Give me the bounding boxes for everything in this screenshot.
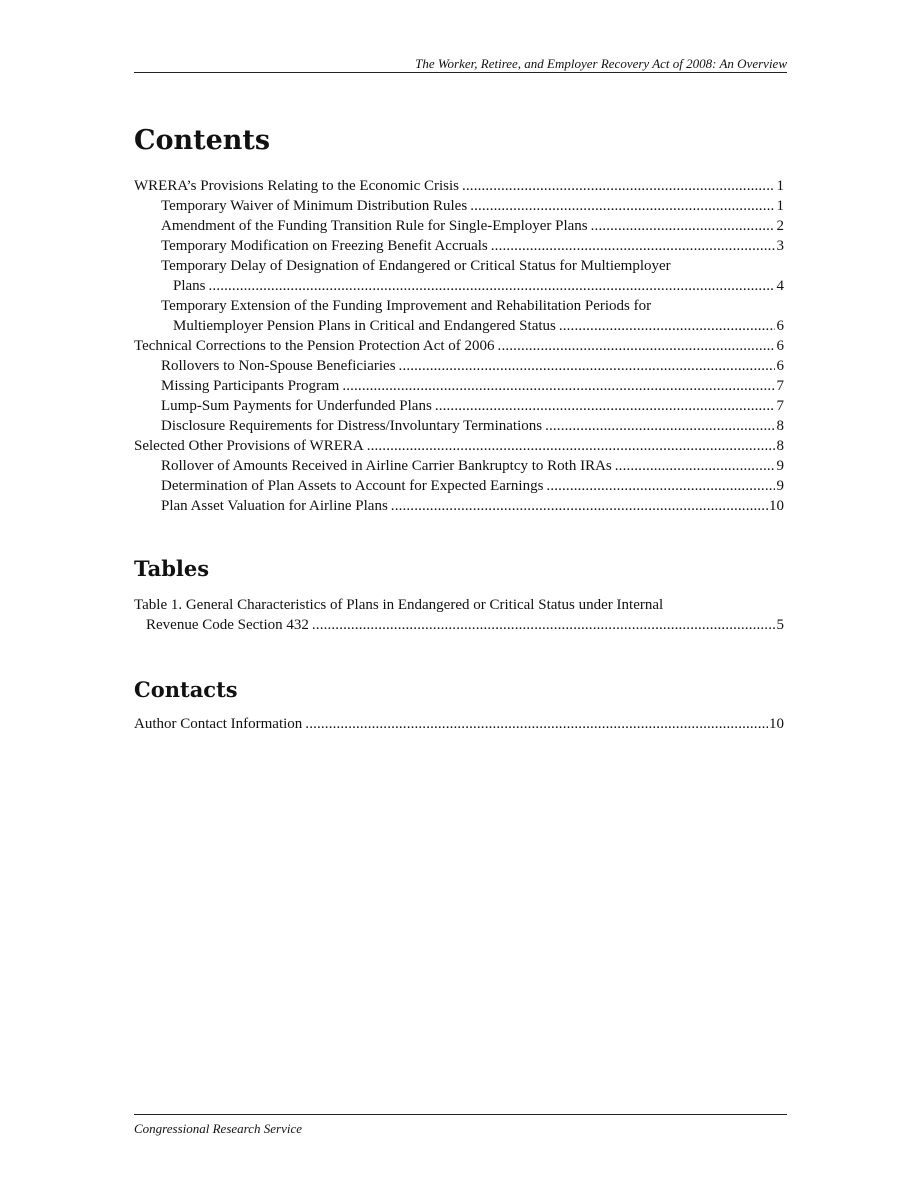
toc-entry[interactable] (134, 476, 784, 496)
toc-entry[interactable] (134, 376, 784, 396)
toc-entry-label: Missing Participants Program (161, 378, 340, 394)
toc-entry[interactable] (134, 356, 784, 376)
toc-entry-page: 6 (776, 338, 784, 354)
dot-leader (546, 476, 775, 496)
toc-entry[interactable] (134, 595, 784, 635)
toc-entry[interactable] (134, 176, 784, 196)
dot-leader (435, 396, 775, 416)
toc-entry[interactable] (134, 216, 784, 236)
toc-entry-page: 1 (776, 198, 784, 214)
tables-heading: Tables (134, 556, 210, 581)
toc-entry-label-continued: Revenue Code Section 432 (146, 617, 309, 633)
toc-entry-label-continued: Plans (173, 278, 206, 294)
dot-leader (391, 496, 768, 516)
toc-entry-page: 7 (776, 378, 784, 394)
toc-entry-label: Technical Corrections to the Pension Protection Act of 2006 (134, 338, 495, 354)
toc-entry-label: Rollovers to Non-Spouse Beneficiaries (161, 358, 396, 374)
dot-leader (615, 456, 775, 476)
toc-entry-label: WRERA’s Provisions Relating to the Economic Crisis (134, 178, 459, 194)
dot-leader (312, 615, 775, 635)
running-footer: Congressional Research Service (134, 1121, 302, 1136)
footer-rule (134, 1114, 787, 1115)
toc-entry-page: 9 (776, 478, 784, 494)
toc-entry[interactable] (134, 196, 784, 216)
toc-entry-page: 3 (776, 238, 784, 254)
dot-leader (305, 714, 768, 734)
contents-list (134, 176, 784, 516)
dot-leader (209, 276, 775, 296)
toc-entry-page: 10 (769, 498, 784, 514)
dot-leader (498, 336, 775, 356)
toc-entry-page: 9 (776, 458, 784, 474)
toc-entry-label: Temporary Modification on Freezing Benefit Accruals (161, 238, 488, 254)
toc-entry-label: Author Contact Information (134, 716, 303, 732)
toc-entry-label: Lump-Sum Payments for Underfunded Plans (161, 398, 432, 414)
toc-entry[interactable] (134, 496, 784, 516)
toc-entry-page: 5 (776, 617, 784, 633)
toc-entry[interactable] (134, 296, 784, 336)
dot-leader (491, 236, 775, 256)
tables-list (134, 595, 784, 635)
toc-entry-page: 1 (776, 178, 784, 194)
running-header: The Worker, Retiree, and Employer Recovery Act of 2008: An Overview (415, 56, 787, 71)
dot-leader (399, 356, 775, 376)
toc-entry[interactable] (134, 456, 784, 476)
toc-entry[interactable] (134, 336, 784, 356)
toc-entry-label: Plan Asset Valuation for Airline Plans (161, 498, 388, 514)
toc-entry[interactable] (134, 256, 784, 296)
toc-entry-label: Disclosure Requirements for Distress/Involuntary Terminations (161, 418, 543, 434)
toc-entry-page: 2 (776, 218, 784, 234)
toc-entry-label: Temporary Extension of the Funding Improvement and Rehabilitation Periods for (161, 298, 652, 314)
contacts-heading: Contacts (134, 677, 238, 702)
toc-entry-label: Temporary Waiver of Minimum Distribution Rules (161, 198, 468, 214)
toc-entry-label: Amendment of the Funding Transition Rule for Single-Employer Plans (161, 218, 588, 234)
toc-entry[interactable] (134, 436, 784, 456)
dot-leader (591, 216, 775, 236)
contents-heading: Contents (134, 125, 271, 156)
dot-leader (462, 176, 775, 196)
toc-entry-label: Rollover of Amounts Received in Airline Carrier Bankruptcy to Roth IRAs (161, 458, 612, 474)
toc-entry-page: 6 (776, 318, 784, 334)
dot-leader (559, 316, 775, 336)
dot-leader (367, 436, 775, 456)
toc-entry-page: 8 (776, 418, 784, 434)
toc-entry[interactable] (134, 236, 784, 256)
toc-entry[interactable] (134, 396, 784, 416)
toc-entry-page: 7 (776, 398, 784, 414)
toc-entry[interactable] (134, 416, 784, 436)
toc-entry-page: 6 (776, 358, 784, 374)
dot-leader (545, 416, 775, 436)
toc-entry-page: 4 (776, 278, 784, 294)
dot-leader (342, 376, 775, 396)
toc-entry-label: Selected Other Provisions of WRERA (134, 438, 364, 454)
contacts-list (134, 714, 784, 734)
toc-entry-page: 8 (776, 438, 784, 454)
toc-entry-label: Determination of Plan Assets to Account for Expected Earnings (161, 478, 544, 494)
toc-entry-label: Table 1. General Characteristics of Plans in Endangered or Critical Status under Internal (134, 597, 664, 613)
toc-entry-label: Temporary Delay of Designation of Endangered or Critical Status for Multiemployer (161, 258, 671, 274)
header-rule (134, 72, 787, 73)
toc-entry[interactable] (134, 714, 784, 734)
toc-entry-label-continued: Multiemployer Pension Plans in Critical and Endangered Status (173, 318, 556, 334)
dot-leader (470, 196, 775, 216)
toc-entry-page: 10 (769, 716, 784, 732)
